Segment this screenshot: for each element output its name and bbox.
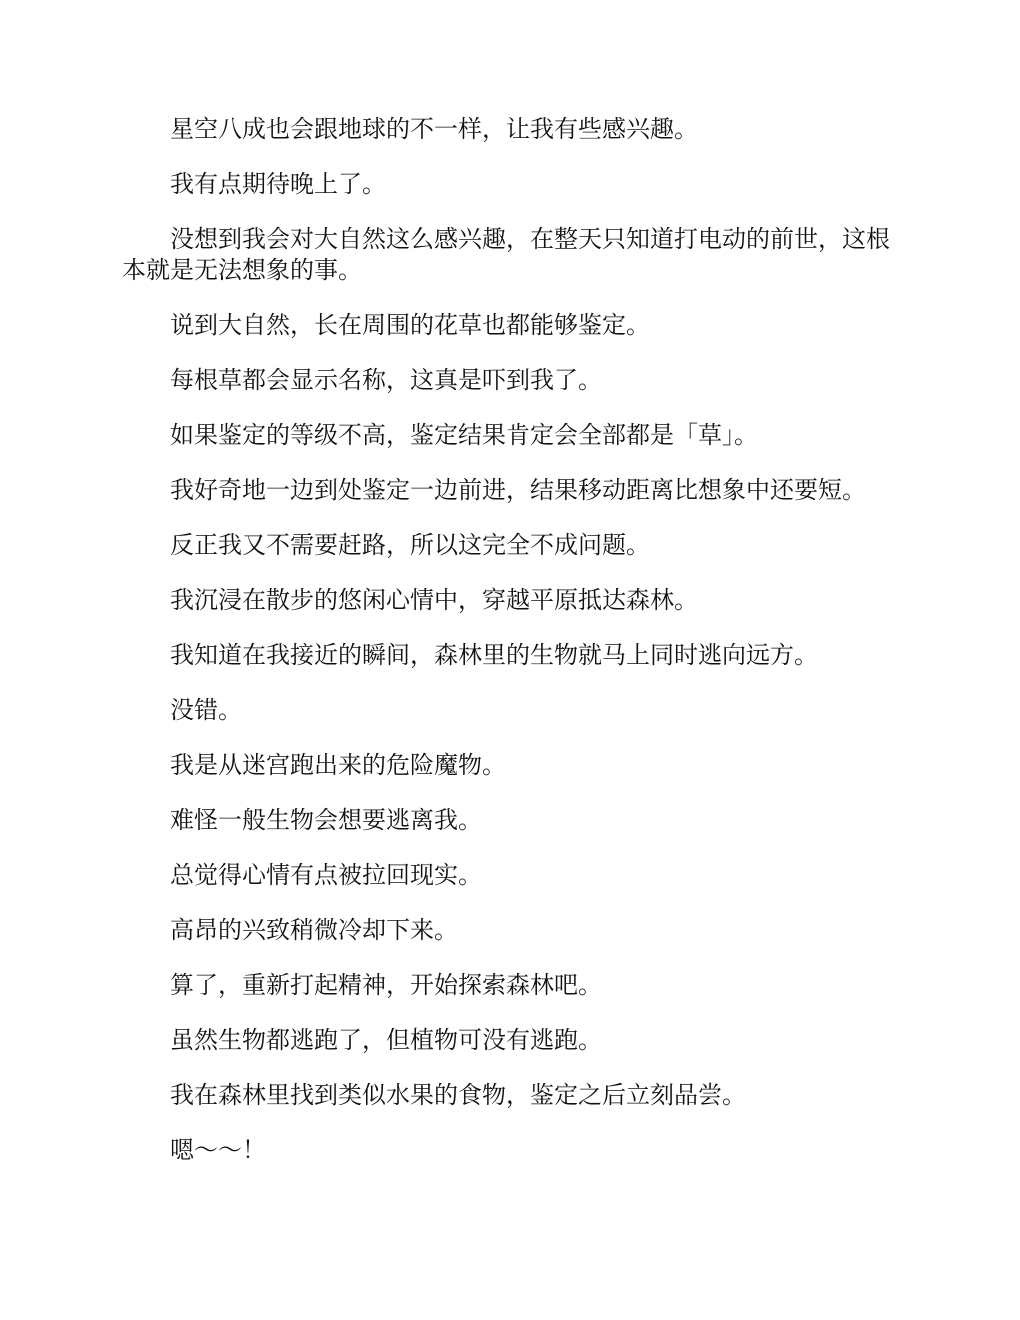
paragraph: 每根草都会显示名称，这真是吓到我了。 [170,366,602,394]
paragraph: 说到大自然，长在周围的花草也都能够鉴定。 [170,311,650,339]
document-body [122,114,898,1190]
paragraph: 难怪一般生物会想要逃离我。 [170,806,482,834]
paragraph: 虽然生物都逃跑了，但植物可没有逃跑。 [170,1026,602,1054]
paragraph: 星空八成也会跟地球的不一样，让我有些感兴趣。 [170,115,698,143]
paragraph: 我有点期待晚上了。 [170,170,386,198]
paragraph: 我沉浸在散步的悠闲心情中，穿越平原抵达森林。 [170,586,698,614]
paragraph: 我在森林里找到类似水果的食物，鉴定之后立刻品尝。 [170,1081,746,1109]
paragraph: 嗯～～！ [170,1136,266,1164]
paragraph: 我是从迷宫跑出来的危险魔物。 [170,751,506,779]
paragraph: 没想到我会对大自然这么感兴趣，在整天只知道打电动的前世，这根本就是无法想象的事。 [122,225,890,284]
paragraph: 算了，重新打起精神，开始探索森林吧。 [170,971,602,999]
paragraph: 反正我又不需要赶路，所以这完全不成问题。 [170,531,650,559]
paragraph: 没错。 [170,696,242,724]
paragraph: 总觉得心情有点被拉回现实。 [170,861,482,889]
paragraph: 高昂的兴致稍微冷却下来。 [170,916,458,944]
paragraph: 如果鉴定的等级不高，鉴定结果肯定会全部都是「草」。 [170,421,758,449]
paragraph: 我知道在我接近的瞬间，森林里的生物就马上同时逃向远方。 [170,641,818,669]
paragraph: 我好奇地一边到处鉴定一边前进，结果移动距离比想象中还要短。 [170,476,866,504]
